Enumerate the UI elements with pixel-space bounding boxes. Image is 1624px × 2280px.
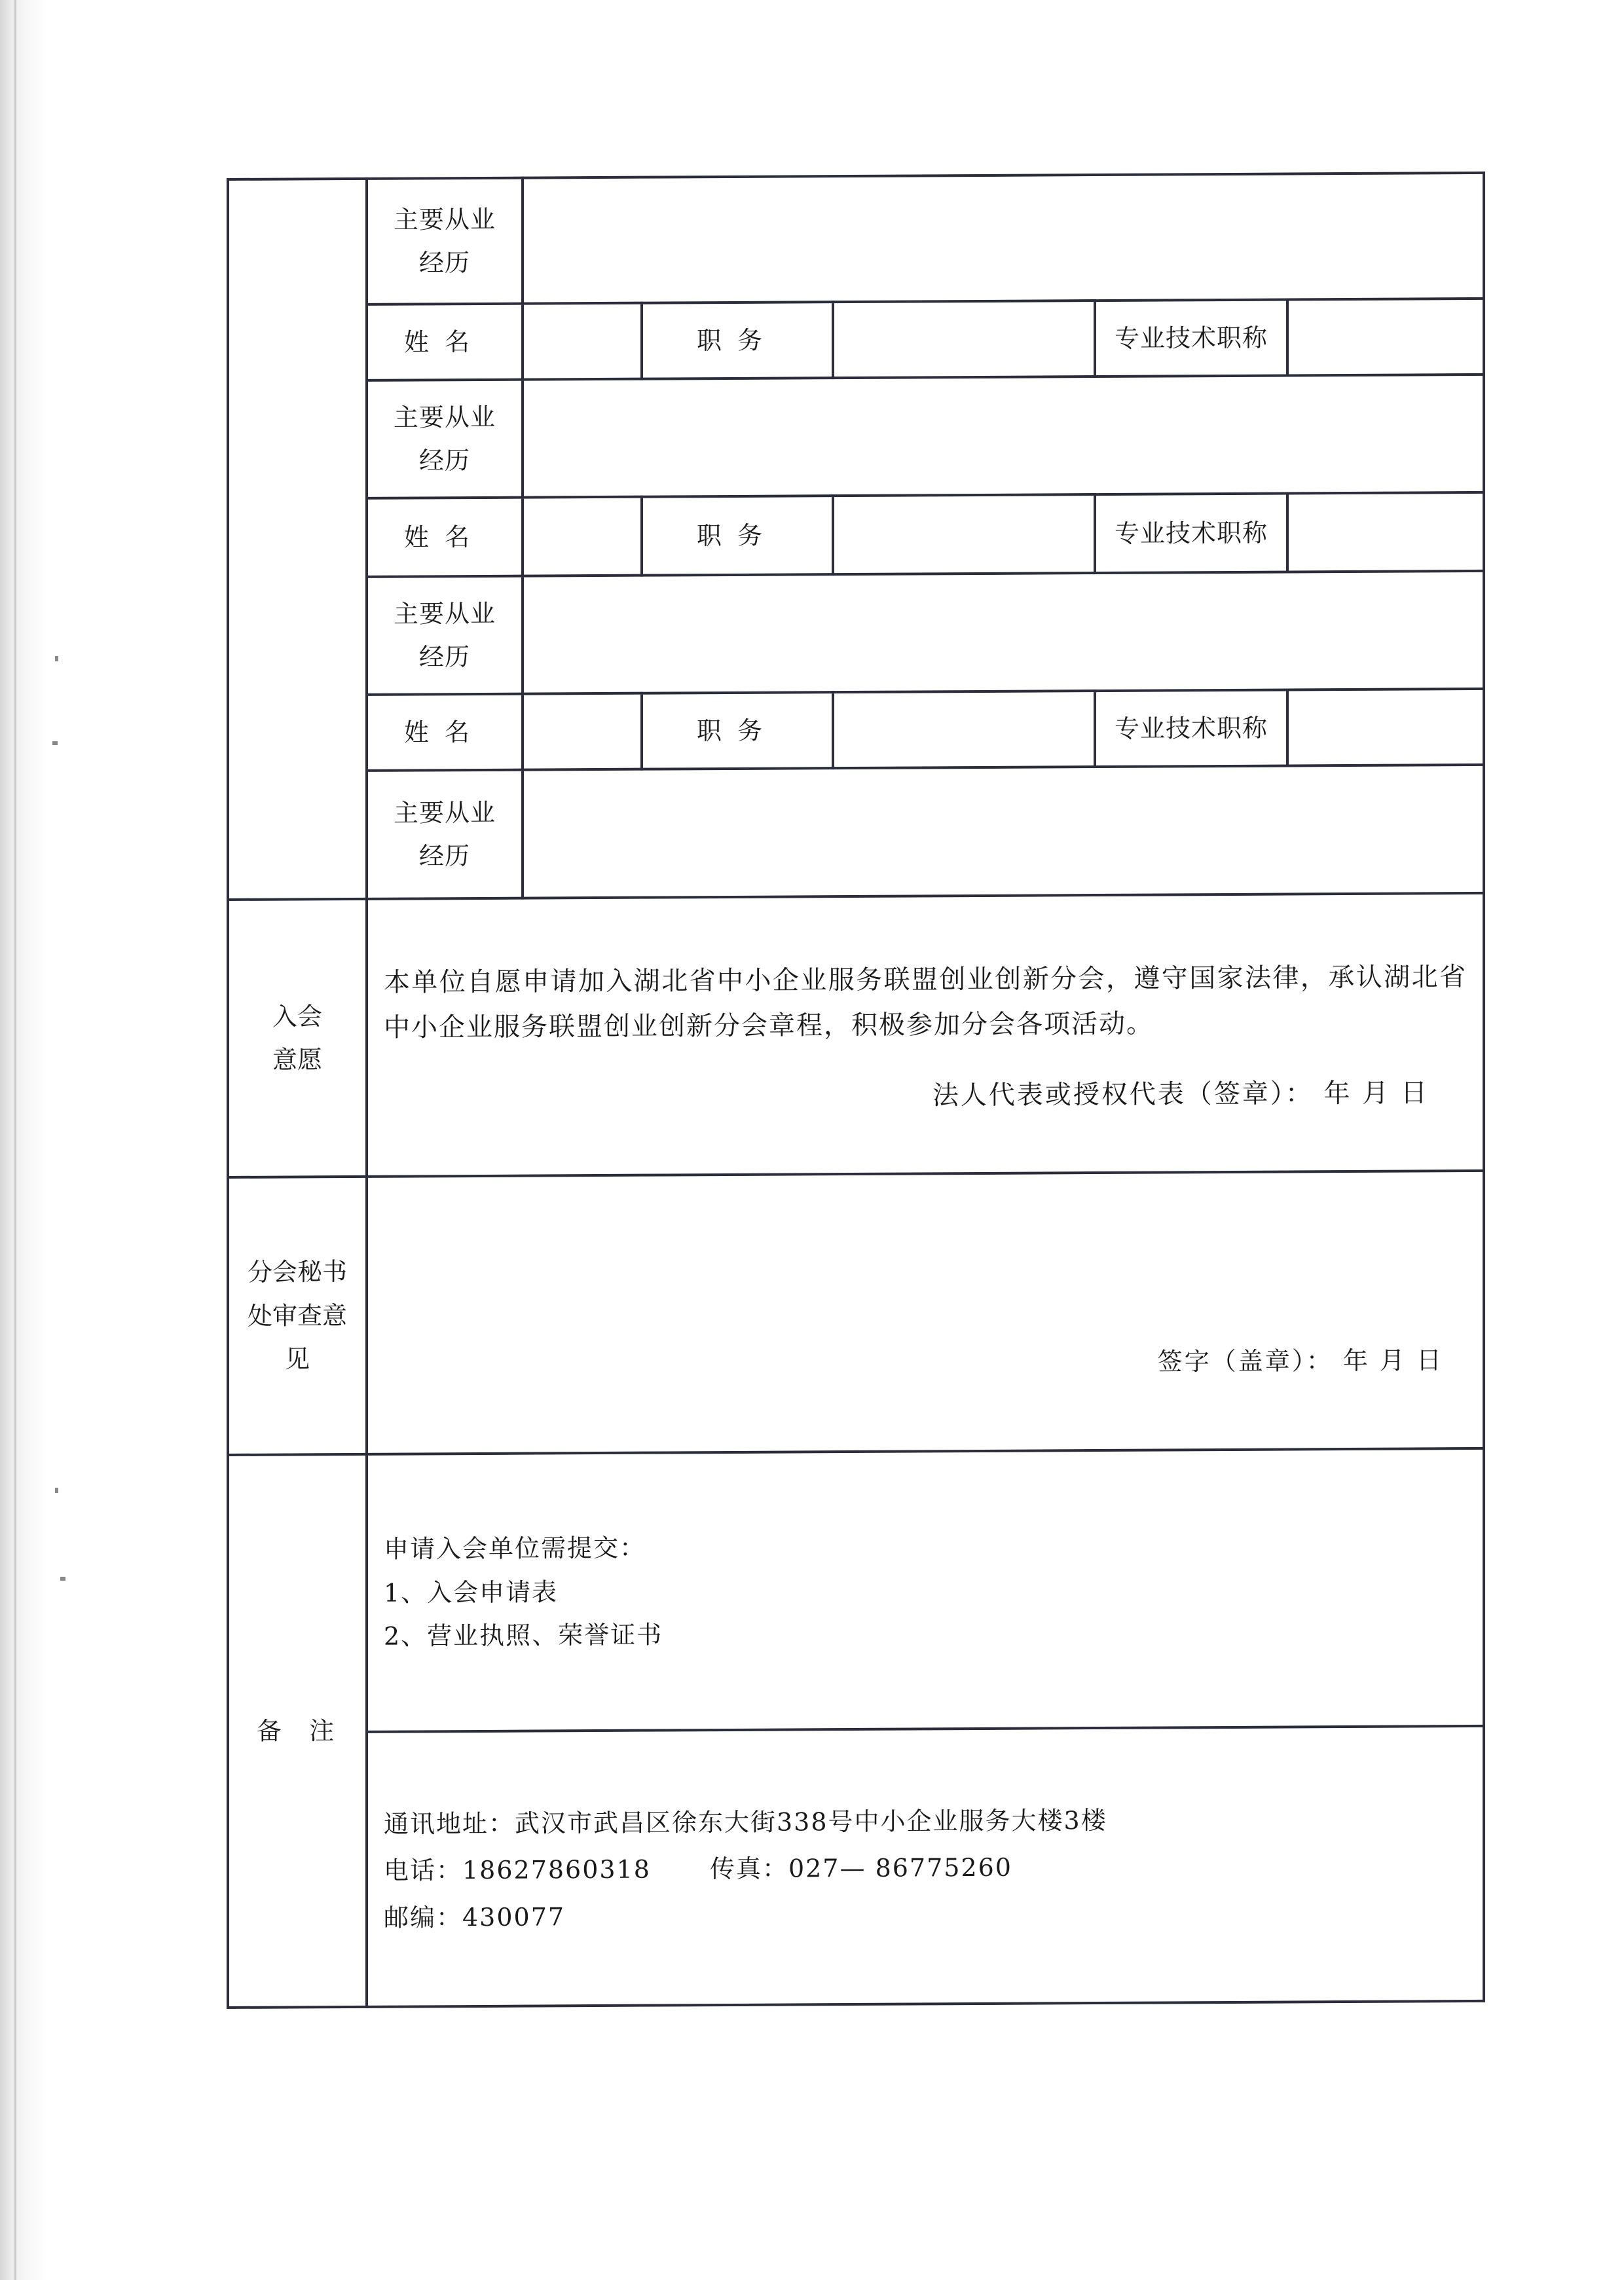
membership-label-line: 意愿 bbox=[272, 1045, 322, 1075]
staff-info-row bbox=[228, 492, 1484, 578]
experience-field[interactable] bbox=[523, 375, 1484, 498]
position-label: 职务 bbox=[642, 496, 833, 576]
experience-label: 主要从业经历 bbox=[367, 380, 523, 498]
contact-phone-fax-line bbox=[384, 1843, 1467, 1895]
name-label: 姓名 bbox=[367, 694, 523, 771]
position-field[interactable] bbox=[833, 301, 1095, 378]
remarks-contact-row bbox=[228, 1726, 1484, 2008]
experience-label: 主要从业经历 bbox=[367, 178, 523, 304]
scan-shadow bbox=[0, 0, 46, 2280]
experience-field[interactable] bbox=[523, 765, 1484, 898]
name-field[interactable] bbox=[523, 303, 642, 380]
legal-representative-signature-line: 法人代表或授权代表（签章）： 年 月 日 bbox=[932, 1077, 1430, 1111]
staff-experience-row bbox=[228, 571, 1484, 695]
name-field[interactable] bbox=[523, 693, 642, 770]
secretariat-review-row bbox=[228, 1171, 1484, 1455]
scan-edge-line bbox=[14, 0, 16, 2280]
contact-postcode: 邮编：430077 bbox=[384, 1902, 566, 1932]
review-signature-line: 签字（盖章）： 年 月 日 bbox=[1157, 1345, 1444, 1376]
position-label: 职务 bbox=[642, 692, 833, 769]
experience-field[interactable] bbox=[523, 571, 1484, 694]
professional-title-field[interactable] bbox=[1287, 492, 1484, 572]
scan-speck bbox=[52, 741, 58, 745]
secretariat-review-label bbox=[228, 1177, 367, 1455]
staff-info-row bbox=[228, 689, 1484, 771]
membership-declaration-text: 本单位自愿申请加入湖北省中小企业服务联盟创业创新分会，遵守国家法律，承认湖北省中小企业服务联盟创业创新分会章程，积极参加分会各项活动。 bbox=[384, 962, 1467, 1043]
materials-intro: 申请入会单位需提交： bbox=[384, 1533, 646, 1564]
remarks-materials-row bbox=[228, 1448, 1484, 1733]
review-label-line: 处审查意 bbox=[247, 1300, 347, 1331]
review-label-line: 分会秘书 bbox=[247, 1257, 347, 1287]
scan-speck bbox=[60, 1577, 65, 1581]
professional-title-label: 专业技术职称 bbox=[1095, 690, 1287, 767]
professional-title-field[interactable] bbox=[1287, 689, 1484, 766]
position-field[interactable] bbox=[833, 494, 1095, 574]
name-field[interactable] bbox=[523, 497, 642, 576]
experience-field[interactable] bbox=[523, 173, 1484, 304]
position-field[interactable] bbox=[833, 691, 1095, 768]
position-label: 职务 bbox=[642, 302, 833, 379]
staff-block-label-cell bbox=[228, 179, 367, 900]
remarks-materials-cell bbox=[367, 1448, 1484, 1732]
staff-experience-row bbox=[228, 375, 1484, 499]
contact-info-cell bbox=[367, 1726, 1484, 2007]
staff-experience-row bbox=[228, 173, 1484, 305]
scan-speck bbox=[55, 656, 58, 661]
materials-item: 2、营业执照、荣誉证书 bbox=[384, 1620, 663, 1651]
name-label: 姓名 bbox=[367, 304, 523, 380]
contact-fax: 传真：027— 86775260 bbox=[709, 1853, 1012, 1884]
contact-phone: 电话：18627860318 bbox=[384, 1855, 651, 1886]
professional-title-label: 专业技术职称 bbox=[1095, 494, 1287, 574]
membership-declaration-cell bbox=[367, 893, 1484, 1177]
experience-label: 主要从业经历 bbox=[367, 770, 523, 899]
membership-application-form bbox=[227, 172, 1485, 2009]
scan-speck bbox=[55, 1488, 58, 1493]
contact-address: 通讯地址：武汉市武昌区徐东大街338号中小企业服务大楼3楼 bbox=[384, 1805, 1107, 1839]
membership-willingness-row bbox=[228, 893, 1484, 1177]
materials-item: 1、入会申请表 bbox=[384, 1577, 559, 1608]
secretariat-review-field[interactable] bbox=[367, 1171, 1484, 1454]
staff-info-row bbox=[228, 299, 1484, 381]
review-label-line: 见 bbox=[284, 1344, 310, 1374]
staff-experience-row bbox=[228, 765, 1484, 900]
membership-willingness-label bbox=[228, 899, 367, 1177]
name-label: 姓名 bbox=[367, 498, 523, 577]
professional-title-field[interactable] bbox=[1287, 299, 1484, 376]
membership-label-line: 入会 bbox=[272, 1001, 322, 1031]
experience-label: 主要从业经历 bbox=[367, 576, 523, 695]
remarks-label: 备 注 bbox=[228, 1454, 367, 2008]
professional-title-label: 专业技术职称 bbox=[1095, 300, 1287, 377]
